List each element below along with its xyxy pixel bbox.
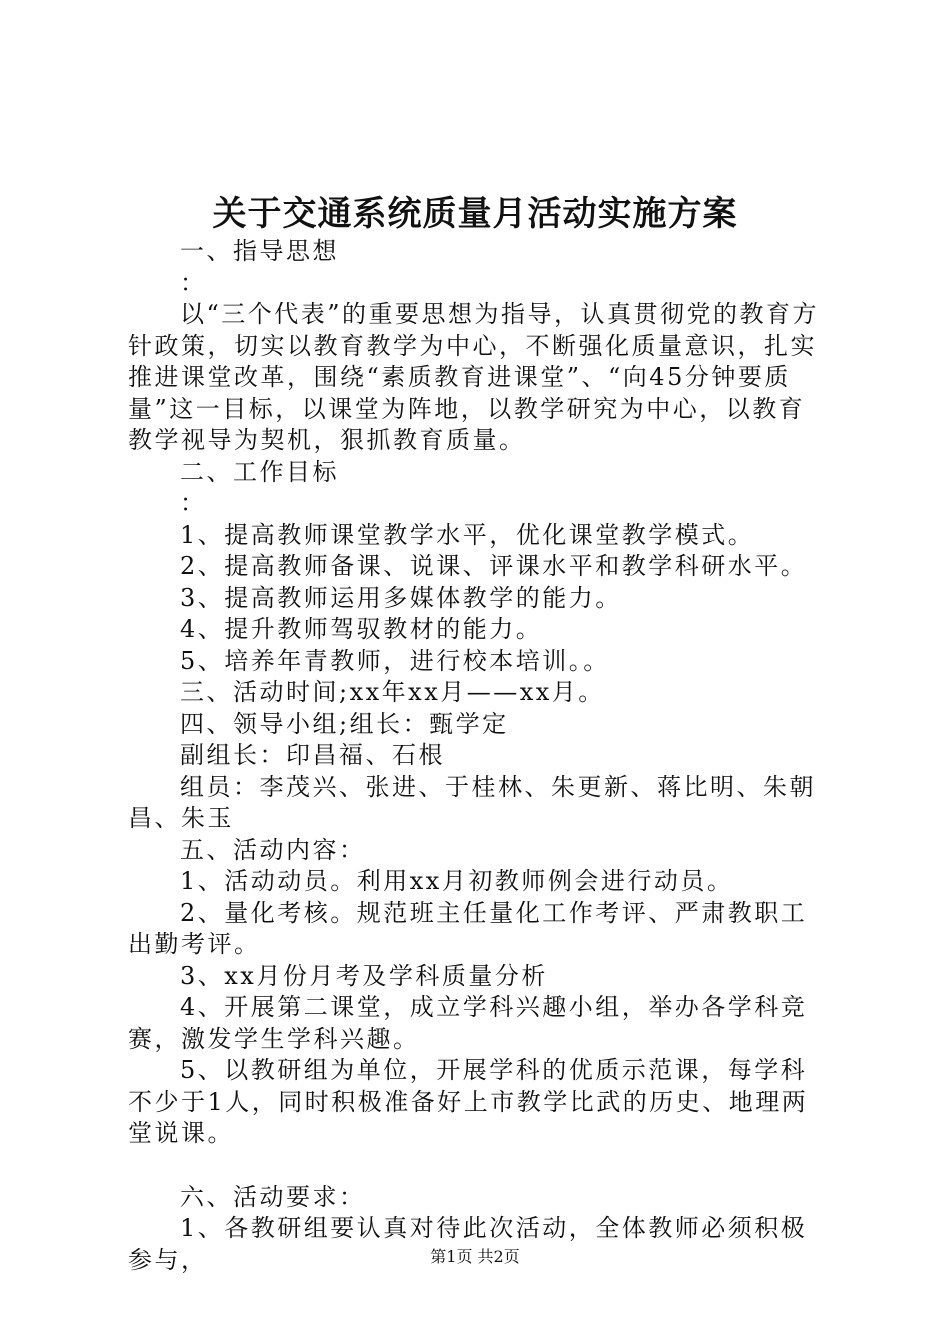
paragraph: 组员：李茂兴、张进、于桂林、朱更新、蒋比明、朱朝昌、朱玉 [128, 772, 816, 832]
paragraph: 3、xx月份月考及学科质量分析 [180, 961, 548, 990]
paragraph: 1、各教研组要认真对待此次活动，全体教师必须积极参与， [128, 1214, 808, 1274]
paragraph: 以“三个代表”的重要思想为指导，认真贯彻党的教育方针政策，切实以教育教学为中心，不断强化质量意识，扎实推进课堂改革，围绕“素质教育进课堂”、“向45分钟要质量”这一目标，以课堂为阵地，以教学研究为中心，以教育教学视导为契机，狠抓教育质量。 [128, 300, 820, 454]
paragraph: 四、领导小组;组长：甄学定 [180, 709, 509, 738]
paragraph: ： [180, 489, 207, 517]
paragraph: 五、活动内容： [180, 835, 366, 864]
paragraph: 5、培养年青教师，进行校本培训。。 [180, 646, 610, 675]
paragraph: 1、活动动员。利用xx月初教师例会进行动员。 [180, 867, 734, 895]
paragraph: 4、提升教师驾驭教材的能力。 [180, 615, 543, 643]
paragraph: 1、提高教师课堂教学水平，优化课堂教学模式。 [180, 520, 755, 549]
paragraph: 3、提高教师运用多媒体教学的能力。 [180, 583, 622, 612]
paragraph: 4、开展第二课堂，成立学科兴趣小组，举办各学科竞赛，激发学生学科兴趣。 [128, 993, 808, 1053]
paragraph: 六、活动要求： [180, 1182, 366, 1211]
paragraph: 一、指导思想 [180, 237, 339, 265]
paragraph: 5、以教研组为单位，开展学科的优质示范课，每学科不少于1人，同时积极准备好上市教学比武的历史、地理两堂说课。 [128, 1056, 809, 1147]
paragraph: 二、工作目标 [180, 457, 339, 486]
blank-line [128, 1150, 828, 1182]
paragraph: 2、提高教师备课、说课、评课水平和教学科研水平。 [180, 552, 808, 580]
paragraph: ： [180, 268, 207, 297]
paragraph: 三、活动时间;xx年xx月——xx月。 [180, 678, 605, 706]
document-body [128, 236, 828, 1276]
document-title: 关于交通系统质量月活动实施方案 [212, 194, 738, 234]
paragraph: 2、量化考核。规范班主任量化工作考评、严肃教职工出勤考评。 [128, 898, 808, 958]
page-footer: 第1页 共2页 [430, 1247, 520, 1266]
paragraph: 副组长：印昌福、石根 [180, 741, 445, 769]
